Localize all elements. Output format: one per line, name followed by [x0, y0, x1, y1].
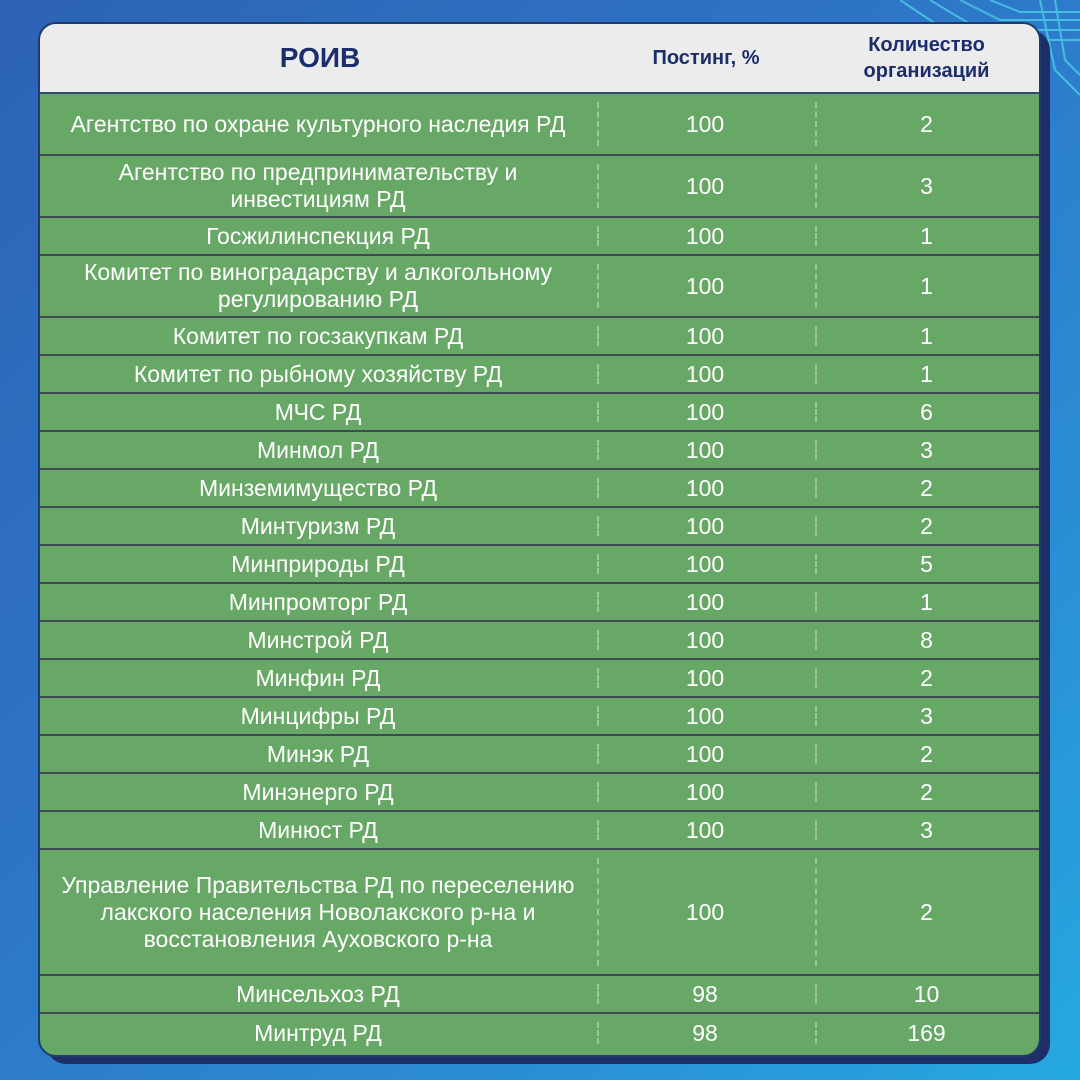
row-posting: 100 — [685, 360, 725, 387]
row-count: 1 — [920, 588, 933, 615]
table-row — [40, 356, 1039, 394]
row-posting: 100 — [685, 778, 725, 805]
row-posting: 100 — [685, 512, 725, 539]
row-count: 3 — [920, 816, 933, 843]
table-row — [40, 660, 1039, 698]
table-row — [40, 698, 1039, 736]
row-posting: 100 — [685, 898, 725, 925]
row-name: Минцифры РД — [240, 702, 396, 729]
row-posting: 100 — [685, 588, 725, 615]
row-name: Агентство по предпринимательству и инвестициям РД — [118, 159, 518, 212]
row-name: Минземимущество РД — [198, 474, 438, 501]
row-count: 10 — [913, 980, 940, 1007]
header-roiv: РОИВ — [279, 42, 361, 73]
table-header — [40, 24, 1039, 94]
table-row — [40, 218, 1039, 256]
header-count-label: Количество организаций — [863, 34, 990, 82]
row-name: Минприроды РД — [231, 550, 405, 577]
table-row — [40, 256, 1039, 318]
row-count: 1 — [920, 360, 933, 387]
row-name: Минсельхоз РД — [236, 980, 400, 1007]
row-posting: 100 — [685, 550, 725, 577]
row-posting: 100 — [685, 436, 725, 463]
row-name: МЧС РД — [274, 398, 362, 425]
row-count: 2 — [920, 778, 933, 805]
row-count: 2 — [920, 512, 933, 539]
row-posting: 100 — [685, 626, 725, 653]
table-row — [40, 470, 1039, 508]
row-posting: 100 — [685, 322, 725, 349]
row-count: 3 — [920, 172, 933, 199]
row-posting: 100 — [685, 740, 725, 767]
row-name: Комитет по госзакупкам РД — [172, 322, 464, 349]
row-posting: 100 — [685, 702, 725, 729]
table-row — [40, 94, 1039, 156]
table-body — [40, 94, 1039, 1052]
row-count: 2 — [920, 474, 933, 501]
row-name: Минэк РД — [266, 740, 370, 767]
row-count: 1 — [920, 222, 933, 249]
table-row — [40, 508, 1039, 546]
table-row — [40, 1014, 1039, 1052]
table-row — [40, 774, 1039, 812]
row-posting: 100 — [685, 474, 725, 501]
row-count: 3 — [920, 702, 933, 729]
table-row — [40, 812, 1039, 850]
header-posting: Постинг, % — [652, 46, 760, 69]
table-row — [40, 546, 1039, 584]
row-count: 169 — [907, 1019, 946, 1046]
table-row — [40, 736, 1039, 774]
row-name: Управление Правительства РД по переселению лакского населения Новолакского р-на и восстановления Ауховского р-на — [61, 871, 575, 952]
row-posting: 100 — [685, 272, 725, 299]
row-posting: 100 — [685, 398, 725, 425]
row-posting: 100 — [685, 816, 725, 843]
table-row — [40, 850, 1039, 976]
row-name: Минстрой РД — [247, 626, 389, 653]
row-count: 6 — [920, 398, 933, 425]
row-name: Минтруд РД — [254, 1019, 382, 1046]
row-posting: 100 — [685, 664, 725, 691]
row-posting: 100 — [685, 110, 725, 137]
table-row — [40, 156, 1039, 218]
row-posting: 98 — [692, 1019, 718, 1046]
row-name: Минэнерго РД — [242, 778, 394, 805]
row-name: Минмол РД — [257, 436, 379, 463]
row-count: 3 — [920, 436, 933, 463]
table-row — [40, 318, 1039, 356]
row-posting: 98 — [692, 980, 718, 1007]
row-count: 8 — [920, 626, 933, 653]
row-name: Госжилинспекция РД — [206, 222, 430, 249]
roiv-table — [38, 22, 1041, 1057]
row-name: Агентство по охране культурного наследия РД — [70, 110, 566, 137]
table-row — [40, 622, 1039, 660]
row-count: 2 — [920, 898, 933, 925]
row-name: Минфин РД — [255, 664, 381, 691]
row-count: 2 — [920, 110, 933, 137]
row-name: Минюст РД — [258, 816, 378, 843]
row-count: 5 — [920, 550, 933, 577]
row-count: 2 — [920, 740, 933, 767]
row-name: Комитет по виноградарству и алкогольному регулированию РД — [83, 259, 553, 312]
row-name: Минтуризм РД — [240, 512, 396, 539]
row-count: 1 — [920, 322, 933, 349]
row-count: 1 — [920, 272, 933, 299]
header-count — [812, 24, 1041, 92]
table-row — [40, 394, 1039, 432]
row-posting: 100 — [685, 222, 725, 249]
row-name: Комитет по рыбному хозяйству РД — [133, 360, 503, 387]
table-row — [40, 976, 1039, 1014]
row-posting: 100 — [685, 172, 725, 199]
table-row — [40, 432, 1039, 470]
row-count: 2 — [920, 664, 933, 691]
table-row — [40, 584, 1039, 622]
row-name: Минпромторг РД — [228, 588, 408, 615]
